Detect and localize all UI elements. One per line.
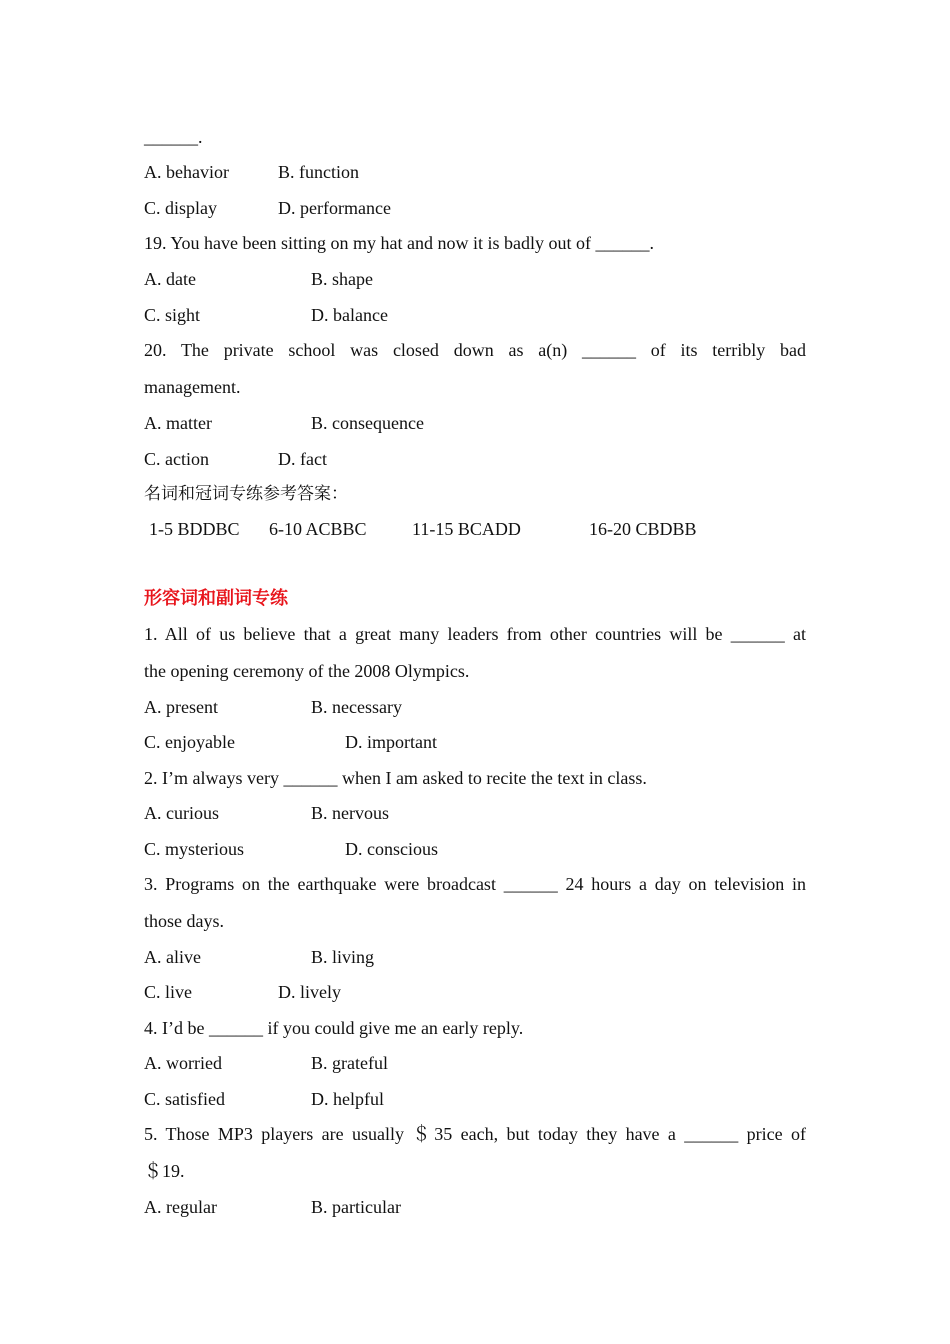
- answer-group-4: 16-20 CBDBB: [589, 519, 697, 539]
- s2-option-b: B. nervous: [311, 803, 389, 823]
- s3-option-a: A. alive: [144, 947, 201, 967]
- answer-key-label: 名词和冠词专练参考答案：: [144, 484, 348, 504]
- s2-option-a: A. curious: [144, 803, 219, 823]
- q20-option-a: A. matter: [144, 413, 212, 433]
- q20-option-b: B. consequence: [311, 413, 424, 433]
- s3-option-c: C. live: [144, 982, 192, 1002]
- q20-option-d: D. fact: [278, 449, 327, 469]
- s1-option-a: A. present: [144, 697, 218, 717]
- s2-option-c: C. mysterious: [144, 839, 245, 859]
- s5-text-line2: ＄19.: [144, 1161, 185, 1181]
- s4-option-a: A. worried: [144, 1053, 222, 1073]
- s1-option-c: C. enjoyable: [144, 732, 235, 752]
- s5-text-line1: 5. Those MP3 players are usually ＄35 each, but today they have a ______ price of: [144, 1124, 806, 1144]
- section-title: 形容词和副词专练: [144, 588, 288, 609]
- s3-option-b: B. living: [311, 947, 375, 967]
- q18-option-c: C. display: [144, 198, 218, 218]
- s1-option-b: B. necessary: [311, 697, 402, 717]
- q19-option-d: D. balance: [311, 305, 388, 325]
- q20-option-c: C. action: [144, 449, 209, 469]
- s4-text: 4. I’d be ______ if you could give me an early reply.: [144, 1018, 524, 1038]
- q18-option-d: D. performance: [278, 198, 391, 218]
- s1-option-d: D. important: [345, 732, 437, 752]
- s1-text-line1: 1. All of us believe that a great many leaders from other countries will be ______ at: [144, 624, 806, 644]
- s4-option-c: C. satisfied: [144, 1089, 225, 1109]
- answer-group-1: 1-5 BDDBC: [149, 519, 240, 539]
- s3-option-d: D. lively: [278, 982, 341, 1002]
- q19-option-c: C. sight: [144, 305, 201, 325]
- q18-option-b: B. function: [278, 162, 359, 182]
- s5-option-b: B. particular: [311, 1197, 401, 1217]
- q19-option-a: A. date: [144, 269, 196, 289]
- s4-option-d: D. helpful: [311, 1089, 384, 1109]
- question-blank-continuation: ______.: [144, 127, 203, 147]
- s4-option-b: B. grateful: [311, 1053, 388, 1073]
- answer-group-3: 11-15 BCADD: [412, 519, 521, 539]
- q19-text: 19. You have been sitting on my hat and now it is badly out of ______.: [144, 233, 654, 253]
- s3-text-line1: 3. Programs on the earthquake were broadcast ______ 24 hours a day on television in: [144, 874, 806, 894]
- q19-option-b: B. shape: [311, 269, 373, 289]
- s3-text-line2: those days.: [144, 911, 224, 931]
- s1-text-line2: the opening ceremony of the 2008 Olympics.: [144, 661, 470, 681]
- s2-text: 2. I’m always very ______ when I am asked to recite the text in class.: [144, 768, 647, 788]
- s5-option-a: A. regular: [144, 1197, 217, 1217]
- q20-text-line1: 20. The private school was closed down as a(n) ______ of its terribly bad: [144, 340, 806, 360]
- q18-option-a: A. behavior: [144, 162, 229, 182]
- answer-group-2: 6-10 ACBBC: [269, 519, 367, 539]
- s2-option-d: D. conscious: [345, 839, 438, 859]
- q20-text-line2: management.: [144, 377, 241, 397]
